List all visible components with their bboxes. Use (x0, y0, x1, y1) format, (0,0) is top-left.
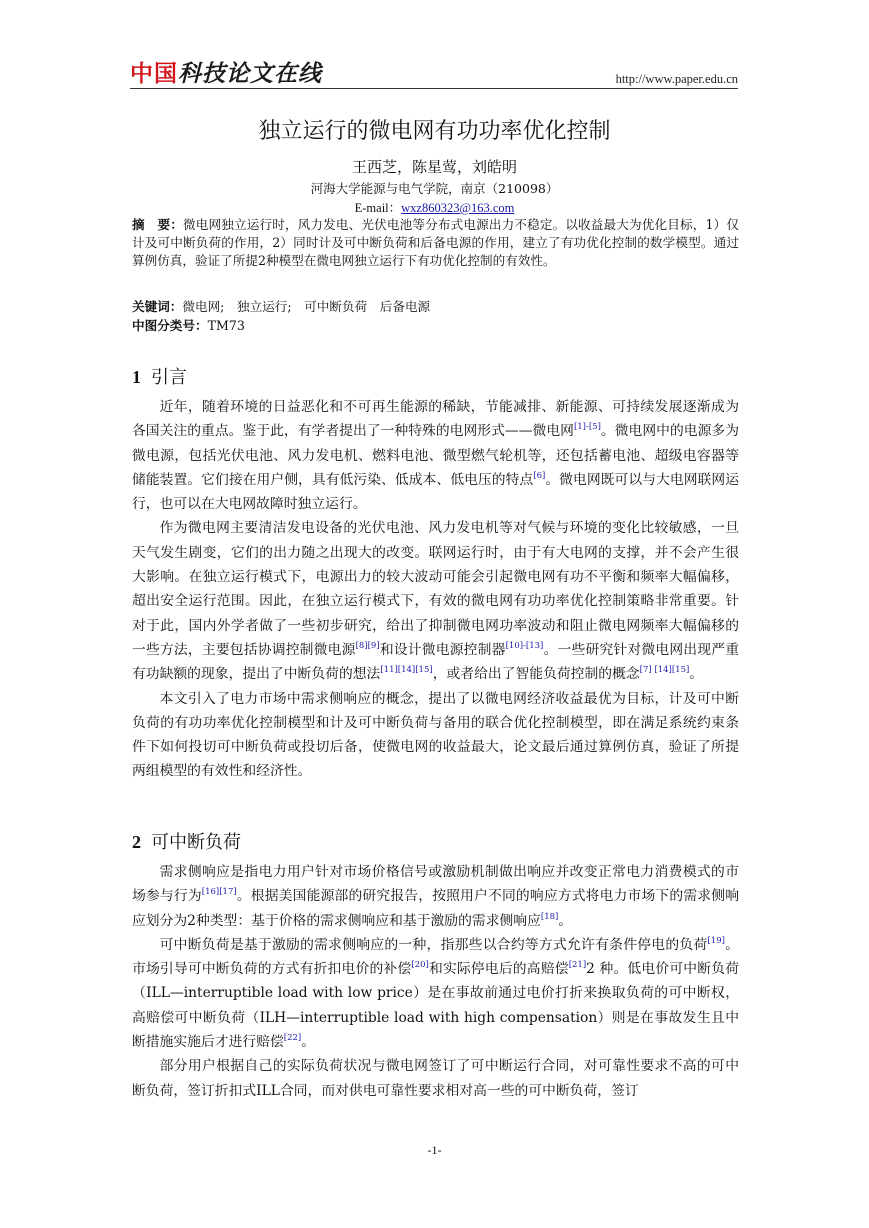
paragraph (132, 687, 739, 784)
citation-ref[interactable]: [7] [14][15] (639, 665, 690, 676)
paper-affiliation: 河海大学能源与电气学院，南京（210098） (310, 181, 559, 196)
paragraph (132, 860, 739, 933)
email-link[interactable]: wxz860323@163.com (401, 201, 515, 215)
site-logo[interactable] (130, 60, 322, 88)
section-title: 可中断负荷 (151, 832, 241, 853)
classification-label: 中图分类号： (132, 318, 208, 333)
section-heading-1 (132, 365, 187, 390)
header-divider (130, 88, 738, 89)
email-label: E-mail： (354, 201, 402, 215)
paragraph-text: 。微电网既可以与大电网联网运行，也可以在大电网故障时独立运行。 (132, 471, 740, 513)
citation-ref[interactable]: [8][9] (355, 640, 380, 651)
citation-ref[interactable]: [10]-[13] (505, 640, 544, 651)
section-body-1 (132, 395, 739, 784)
paper-title: 独立运行的微电网有功功率优化控制 (258, 119, 611, 144)
paragraph (132, 395, 739, 516)
paragraph-text: 和设计微电源控制器 (379, 641, 506, 658)
section-title: 引言 (151, 367, 187, 388)
logo-black-text: 科技论文在线 (178, 61, 322, 87)
paragraph-text: 本文引入了电力市场中需求侧响应的概念，提出了以微电网经济收益最优为目标，计及可中断负荷的有功功率优化控制模型和计及可中断负荷与备用的联合优化控制模型，即在满足系统约束条件下如何投切可中断负荷或投切后备，使微电网的收益最大，论文最后通过算例仿真，验证了所提两组模型的有效性和经济性。 (132, 690, 739, 780)
site-url[interactable]: http://www.paper.edu.cn (615, 72, 738, 86)
section-number: 2 (132, 832, 141, 852)
classification (132, 317, 739, 335)
paragraph-text: ，或者给出了智能负荷控制的概念 (432, 666, 640, 683)
paragraph-text: 。根据美国能源部的研究报告，按照用户不同的响应方式将电力市场下的需求侧响应划分为2种类型：基于价格的需求侧响应和基于激励的需求侧响应 (132, 888, 740, 929)
paragraph (132, 933, 739, 1054)
abstract-label: 摘 要： (132, 217, 183, 232)
paragraph-text: 2 种。低电价可中断负荷（ILL—interruptible load with low price）是在事故前通过电价打折来换取负荷的可中断权，高赔偿可中断负荷（ILH—interruptible load with high compensation）则是在事故发生且中断措施实施后才进行赔偿 (132, 961, 739, 1051)
keywords (132, 298, 739, 316)
paragraph-text: 。 (558, 912, 573, 929)
paragraph-text: 。 (301, 1034, 316, 1051)
citation-ref[interactable]: [6] (533, 470, 546, 481)
keywords-text: 微电网; 独立运行; 可中断负荷 后备电源 (182, 299, 431, 314)
keywords-label: 关键词： (132, 299, 183, 314)
citation-ref[interactable]: [21] (568, 960, 587, 971)
citation-ref[interactable]: [18] (540, 911, 559, 922)
page-number: -1- (427, 1143, 442, 1157)
section-heading-2 (132, 830, 241, 855)
paragraph-text: 部分用户根据自己的实际负荷状况与微电网签订了可中断运行合同，对可靠性要求不高的可中断负荷，签订折扣式ILL合同，而对供电可靠性要求相对高一些的可中断负荷，签订 (132, 1058, 739, 1099)
abstract (132, 216, 739, 271)
paragraph-text: 近年，随着环境的日益恶化和不可再生能源的稀缺，节能减排、新能源、可持续发展逐渐成为各国关注的重点。鉴于此，有学者提出了一种特殊的电网形式——微电网 (132, 399, 739, 440)
paper-authors: 王西芝，陈星莺，刘皓明 (351, 158, 517, 176)
section-number: 1 (132, 367, 141, 387)
abstract-text: 微电网独立运行时，风力发电、光伏电池等分布式电源出力不稳定。以收益最大为优化目标，1）仅计及可中断负荷的作用，2）同时计及可中断负荷和后备电源的作用，建立了有功优化控制的数学模型。通过算例仿真，验证了所提2种模型在微电网独立运行下有功优化控制的有效性。 (132, 217, 740, 269)
citation-ref[interactable]: [19] (707, 935, 725, 946)
citation-ref[interactable]: [22] (283, 1033, 302, 1044)
paragraph-text: 和实际停电后的高赔偿 (428, 961, 569, 978)
citation-ref[interactable]: [11][14][15] (380, 665, 433, 676)
citation-ref[interactable]: [20] (411, 960, 429, 971)
paragraph-text: 。市场引导可中断负荷的方式有折扣电价的补偿 (132, 936, 740, 978)
section-body-2 (132, 860, 739, 1103)
paragraph-text: 可中断负荷是基于激励的需求侧响应的一种，指那些以合约等方式允许有条件停电的负荷 (159, 936, 708, 953)
paragraph-text: 。 (689, 666, 704, 683)
paragraph (132, 1054, 739, 1103)
citation-ref[interactable]: [1]-[5] (573, 422, 601, 433)
citation-ref[interactable]: [16][17] (201, 887, 237, 898)
paragraph-text: 需求侧响应是指电力用户针对市场价格信号或激励机制做出响应并改变正常电力消费模式的市场参与行为 (132, 864, 739, 905)
paragraph-text: 。微电网中的电源多为微电源，包括光伏电池、风力发电机、燃料电池、微型燃气轮机等，还包括蓄电池、超级电容器等储能装置。它们接在用户侧，具有低污染、低成本、低电压的特点 (132, 423, 739, 488)
paragraph (132, 516, 739, 686)
paragraph-text: 作为微电网主要清洁发电设备的光伏电池、风力发电机等对气候与环境的变化比较敏感，一旦天气发生剧变，它们的出力随之出现大的改变。联网运行时，由于有大电网的支撑，并不会产生很大影响。在独立运行模式下，电源出力的较大波动可能会引起微电网有功不平衡和频率大幅偏移，超出安全运行范围。因此，在独立运行模式下，有效的微电网有功功率优化控制策略非常重要。针对于此，国内外学者做了一些初步研究，给出了抑制微电网功率波动和阻止微电网频率大幅偏移的一些方法，主要包括协调控制微电源 (132, 520, 739, 658)
logo-red-text: 中国 (130, 61, 178, 87)
paragraph-text: 。一些研究针对微电网出现严重有功缺额的现象，提出了中断负荷的想法 (132, 641, 740, 683)
classification-code: TM73 (207, 318, 245, 333)
email-line (0, 200, 869, 216)
